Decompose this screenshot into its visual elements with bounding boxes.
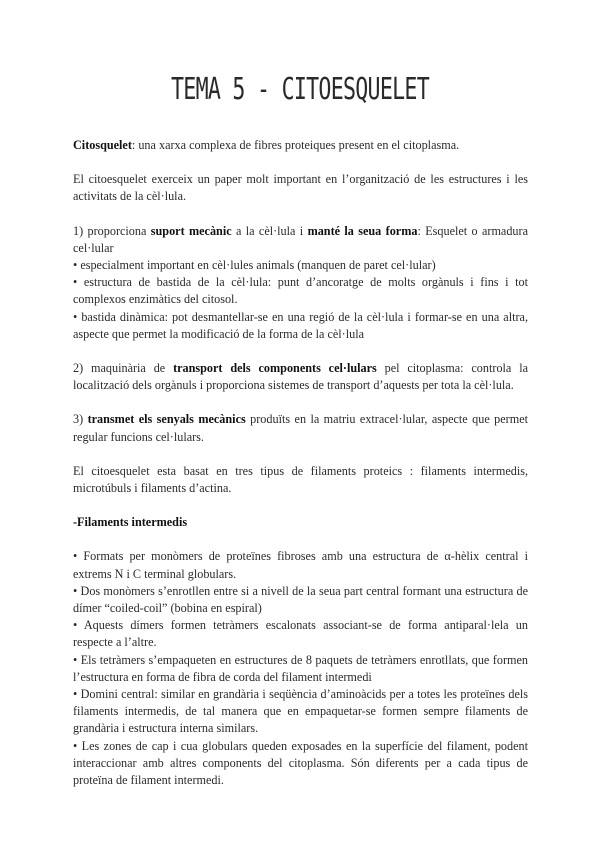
list-item: • Els tetràmers s’empaqueten en estructures de 8 paquets de tetràmers enrotllats, que formen l’estructura en forma de fibra de corda del filament intermedi <box>73 652 528 684</box>
function-3-bold: transmet els senyals mecànics <box>87 412 246 427</box>
function-3-paragraph <box>73 411 528 445</box>
definition-term: Citosquelet <box>73 138 132 152</box>
function-1-bullet: • estructura de bastida de la cèl·lula: punt d’ancoratge de molts orgànuls i fins i tot complexos enzimàtics del citosol. <box>73 275 528 307</box>
function-1-bold-1: suport mecànic <box>150 223 232 238</box>
definition-text: : una xarxa complexa de fibres proteiques present en el citoplasma. <box>131 138 460 152</box>
definition-paragraph <box>73 137 528 154</box>
document-body <box>73 137 528 789</box>
list-item: • Les zones de cap i cua globulars queden exposades en la superfície del filament, podent interaccionar amb altres components del citoplasma. Són diferents per a cada tipus de proteïna de filament intermedi. <box>73 738 528 788</box>
filament-types-paragraph: El citoesquelet esta basat en tres tipus de filaments proteics : filaments intermedis, microtúbuls i filaments d’actina. <box>73 463 528 496</box>
function-2-post: pel citoplasma: controla la localització dels orgànuls i proporciona sistemes de transport d’aquests per tota la cèl·lula. <box>73 361 528 393</box>
intro-paragraph: El citoesquelet exerceix un paper molt important en l’organització de les estructures i les activitats de la cèl·lula. <box>73 172 528 204</box>
list-item: • Aquests dímers formen tetràmers escalonats associant-se de forma antiparal·lela un respecte a l’altre. <box>73 618 528 650</box>
function-1-bullet: • especialment important en cèl·lules animals (manquen de paret cel·lular) <box>73 258 436 273</box>
function-3-pre: 3) <box>73 412 88 427</box>
function-1-post: : Esquelet o armadura cel·lular <box>73 223 528 255</box>
function-1-pre: 1) proporciona <box>73 223 151 238</box>
function-1-bullet: • bastida dinàmica: pot desmantellar-se en una regió de la cèl·lula i formar-se en una altra, aspecte que permet la modificació de la forma de la cèl·lula <box>73 309 528 341</box>
page-title: TEMA 5 - CITOESQUELET <box>171 72 429 107</box>
section-heading <box>73 514 528 531</box>
list-item: • Formats per monòmers de proteïnes fibroses amb una estructura de α-hèlix central i extrems N i C terminal globulars. <box>73 549 528 581</box>
list-item: • Dos monòmers s’enrotllen entre si a nivell de la seua part central formant una estructura de dímer “coiled-coil” (bobina en espiral) <box>73 583 528 616</box>
function-1-paragraph <box>73 223 528 257</box>
list-item: • Domini central: similar en grandària i seqüència d’aminoàcids per a totes les proteïnes dels filaments intermedis, de tal manera que en empaquetar-se formen sempre filaments de grandària i estructura interna similars. <box>73 687 528 736</box>
function-3-post: produïts en la matriu extracel·lular, aspecte que permet regular funcions cel·lulars. <box>73 412 528 444</box>
function-2-bold: transport dels components cel·lulars <box>173 361 377 376</box>
section-heading-text: -Filaments intermedis <box>73 515 188 530</box>
function-1-bold-2: manté la seua forma <box>307 223 418 238</box>
function-1-mid: a la cèl·lula i <box>231 223 308 238</box>
function-2-pre: 2) maquinària de <box>73 361 174 376</box>
function-2-paragraph <box>73 360 528 394</box>
